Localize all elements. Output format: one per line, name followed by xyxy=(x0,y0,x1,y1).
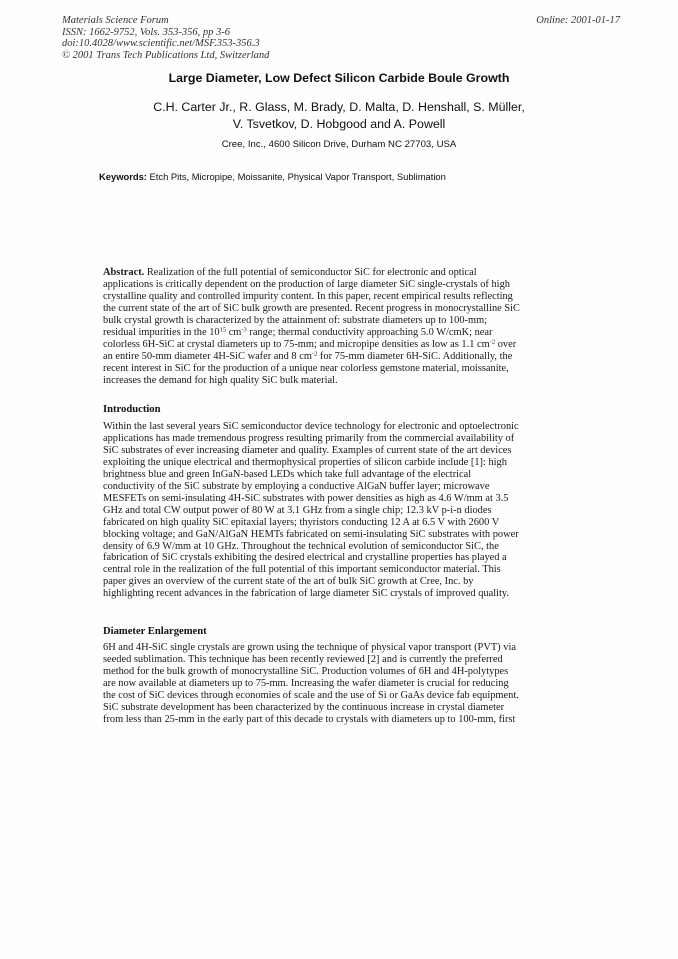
body-line: from less than 25-mm in the early part of this decade to crystals with diameters up to 100-mm, first xyxy=(103,713,516,725)
keywords-text: Etch Pits, Micropipe, Moissanite, Physical Vapor Transport, Sublimation xyxy=(149,171,446,182)
diameter-heading: Diameter Enlargement xyxy=(103,626,207,637)
abstract-line: colorless 6H-SiC at crystal diameters up to 75-mm; and micropipe densities as low as 1.1 $cm^{-2}$ over xyxy=(103,338,517,350)
diameter-body xyxy=(103,642,583,726)
body-line: brightness blue and green InGaN-based LEDs which take full advantage of the electrical xyxy=(103,468,472,480)
journal-header xyxy=(62,15,269,61)
body-line: the cost of SiC devices through economies of scale and the use of Si or GaAs device fab equipment. xyxy=(103,689,519,701)
keywords xyxy=(99,171,446,182)
body-line: paper gives an overview of the current state of the art of bulk SiC growth at Cree, Inc. by xyxy=(103,576,474,588)
body-line: fabricated on high quality SiC epitaxial layers; thyristors conducting 12 A at 6.5 V with 2600 V xyxy=(103,516,500,528)
body-line: exploiting the unique electrical and thermophysical properties of silicon carbide include [1]: high xyxy=(103,456,507,468)
abstract xyxy=(103,267,583,387)
affiliation: Cree, Inc., 4600 Silicon Drive, Durham NC 27703, USA xyxy=(221,139,457,150)
abstract-line: applications is critically dependent on the production of large diameter SiC single-crystals of high xyxy=(103,278,510,290)
author-line: V. Tsvetkov, D. Hobgood and A. Powell xyxy=(232,116,446,131)
body-line: density of 6.9 W/mm at 10 GHz. Throughout the technical evolution of semiconductor SiC, the xyxy=(103,540,499,552)
introduction-body xyxy=(103,421,583,600)
journal-name: Materials Science Forum xyxy=(62,15,169,26)
online-date: Online: 2001-01-17 xyxy=(536,15,620,26)
abstract-line: an entire 50-mm diameter 4H-SiC wafer and 8 $cm^{-2}$ for 75-mm diameter 6H-SiC. Additionally, the xyxy=(103,350,513,362)
abstract-line: crystalline quality and controlled impurity content. In this paper, recent empirical results reflecting xyxy=(103,290,513,302)
keywords-label: Keywords: xyxy=(99,171,147,182)
body-line: SiC substrate development has been characterized by the continuous increase in crystal diameter xyxy=(103,701,505,713)
body-line: SiC substrates of ever increasing diameter and quality. Examples of current state of the art devices xyxy=(103,444,512,456)
paper-title: Large Diameter, Low Defect Silicon Carbide Boule Growth xyxy=(168,71,510,85)
body-line: seeded sublimation. This technique has been recently reviewed [2] and is currently the preferred xyxy=(103,653,503,665)
abstract-line: residual impurities in the $10^{15}$ $cm^{-3}$ range; thermal conductivity approaching 5.0 W/cmK; near xyxy=(103,326,493,338)
body-line: conductivity of the SiC substrate by employing a conductive AlGaN buffer layer; microwave xyxy=(103,480,490,492)
body-line: fabrication of SiC crystals exhibiting the desired electrical and crystalline properties has played a xyxy=(103,552,507,564)
journal-issn: ISSN: 1662-9752, Vols. 353-356, pp 3-6 xyxy=(62,26,230,38)
introduction-heading: Introduction xyxy=(103,404,161,415)
abstract-line: recent interest in SiC for the production of a unique near colorless gemstone material, moissanite, xyxy=(103,362,509,374)
body-line: are now available at diameters up to 75-mm. Increasing the wafer diameter is crucial for reducing xyxy=(103,677,509,689)
author-line: C.H. Carter Jr., R. Glass, M. Brady, D. Malta, D. Henshall, S. Müller, xyxy=(153,100,525,114)
journal-copyright: © 2001 Trans Tech Publications Ltd, Switzerland xyxy=(62,49,270,61)
body-line: MESFETs on semi-insulating 4H-SiC substrates with power densities as high as 4.6 W/mm at 3.5 xyxy=(103,492,509,504)
body-line: GHz and total CW output power of 80 W at 3.1 GHz from a single chip; 12.3 kV p-i-n diodes xyxy=(103,504,492,516)
abstract-label: Abstract. xyxy=(103,267,145,278)
body-line: blocking voltage; and GaN/AlGaN HEMTs fabricated on semi-insulating SiC substrates with power xyxy=(103,528,519,540)
body-line: method for the bulk growth of monocrystalline SiC. Production volumes of 6H and 4H-polytypes xyxy=(103,665,509,677)
abstract-line: the current state of the art of SiC bulk growth are presented. Recent progress in monocrystalline SiC xyxy=(103,302,520,314)
abstract-line: Abstract. Realization of the full potential of semiconductor SiC for electronic and optical xyxy=(103,267,477,278)
body-line: Within the last several years SiC semiconductor device technology for electronic and optoelectronic xyxy=(103,421,519,432)
body-line: central role in the realization of the full potential of this important semiconductor material. This xyxy=(103,564,501,576)
body-line: 6H and 4H-SiC single crystals are grown using the technique of physical vapor transport (PVT) via xyxy=(103,642,516,653)
abstract-line: increases the demand for high quality SiC bulk material. xyxy=(103,374,338,386)
body-line: highlighting recent advances in the fabrication of large diameter SiC crystals of improved quality. xyxy=(103,588,509,600)
author-list xyxy=(0,99,678,132)
journal-doi: doi:10.4028/www.scientific.net/MSF.353-356.3 xyxy=(62,38,260,50)
body-line: applications has made tremendous progress resulting primarily from the commercial availability of xyxy=(103,432,515,444)
abstract-line: bulk crystal growth is characterized by the attainment of: substrate diameters up to 100-mm; xyxy=(103,314,488,326)
